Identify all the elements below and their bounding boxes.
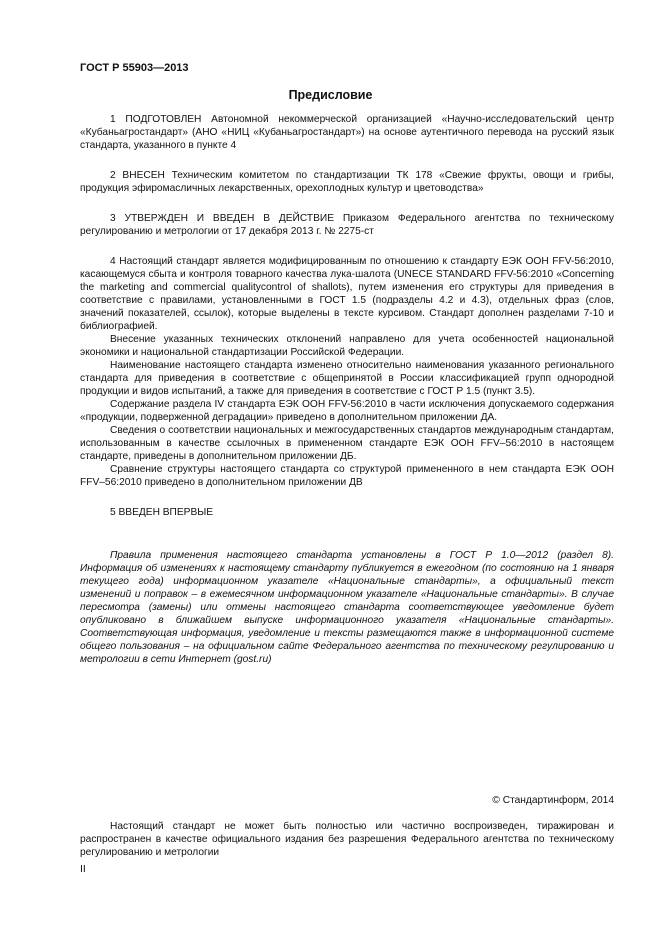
paragraph-name-change: Наименование настоящего стандарта изменено относительно наименования указанного регионального стандарта для приведения в соответствие с общепринятой в России классификацией групп однородной продукции и видов испытаний, а также для приведения в соответствие с ГОСТ Р 1.5 (пункт 3.5). [80, 360, 614, 397]
paragraph-deviations: Внесение указанных технических отклонений направлено для учета особенностей национальной экономики и национальной стандартизации Российской Федерации. [80, 334, 614, 358]
paragraph-modified: 4 Настоящий стандарт является модифицированным по отношению к стандарту ЕЭК ООН FFV-56:2010, касающемуся сбыта и контроля товарного качества лука-шалота (UNECE STANDARD FFV-56:2010 «Concerning the marketing and commercial qualitycontrol of shallots), путем изменения его структуры для приведения в соответствие с правилами, установленными в ГОСТ 1.5 (подразделы 4.2 и 4.3), отдельных фраз (слов, значений показателей, ссылок), которые выделены в тексте курсивом. Стандарт дополнен разделами 7-10 и библиографией. [80, 256, 614, 332]
paragraph-structure: Сравнение структуры настоящего стандарта со структурой примененного в нем стандарта ЕЭК ООН FFV–56:2010 приведено в дополнительном приложении ДВ [80, 464, 614, 488]
standard-code: ГОСТ Р 55903—2013 [80, 62, 189, 74]
page-title: Предисловие [288, 88, 373, 102]
application-rules-notice: Правила применения настоящего стандарта установлены в ГОСТ Р 1.0—2012 (раздел 8). Информация об изменениях к настоящему стандарту публикуется в ежегодном (по состоянию на 1 января текущего года) информационном указателе «Национальные стандарты», а официальный текст изменений и поправок – в ежемесячном информационном указателе «Национальные стандарты». В случае пересмотра (замены) или отмены настоящего стандарта соответствующее уведомление будет опубликовано в ближайшем выпуске информационного указателя «Национальные стандарты». Соответствующая информация, уведомление и тексты размещаются также в информационной системе общего пользования – на официальном сайте Федерального агентства по техническому регулированию и метрологии в сети Интернет (gost.ru) [80, 550, 614, 665]
paragraph-approved: 3 УТВЕРЖДЕН И ВВЕДЕН В ДЕЙСТВИЕ Приказом Федерального агентства по техническому регулированию и метрологии от 17 декабря 2013 г. № 2275-ст [80, 213, 614, 237]
page-number: II [80, 863, 86, 875]
reproduction-notice: Настоящий стандарт не может быть полностью или частично воспроизведен, тиражирован и распространен в качестве официального издания без разрешения Федерального агентства по техническому регулированию и метрологии [80, 821, 614, 858]
paragraph-references: Сведения о соответствии национальных и межгосударственных стандартов международным стандартам, использованным в качестве ссылочных в примененном стандарте ЕЭК ООН FFV–56:2010 в настоящем стандарте, приведены в дополнительном приложении ДБ. [80, 425, 614, 462]
copyright: © Стандартинформ, 2014 [492, 795, 614, 806]
paragraph-submitted: 2 ВНЕСЕН Техническим комитетом по стандартизации ТК 178 «Свежие фрукты, овощи и грибы, продукция эфиромасличных лекарственных, орехоплодных культур и цветоводства» [80, 170, 614, 194]
paragraph-prepared: 1 ПОДГОТОВЛЕН Автономной некоммерческой организацией «Научно-исследовательский центр «Кубаньагростандарт» (АНО «НИЦ «Кубаньагростандарт») на основе аутентичного перевода на русский язык стандарта, указанного в пункте 4 [80, 114, 614, 151]
paragraph-section-iv: Содержание раздела IV стандарта ЕЭК ООН FFV-56:2010 в части исключения допускаемого содержания «продукции, подверженной деградации» приведено в дополнительном приложении ДА. [80, 399, 614, 423]
preface-body [80, 113, 614, 519]
paragraph-first-introduced: 5 ВВЕДЕН ВПЕРВЫЕ [110, 507, 214, 518]
